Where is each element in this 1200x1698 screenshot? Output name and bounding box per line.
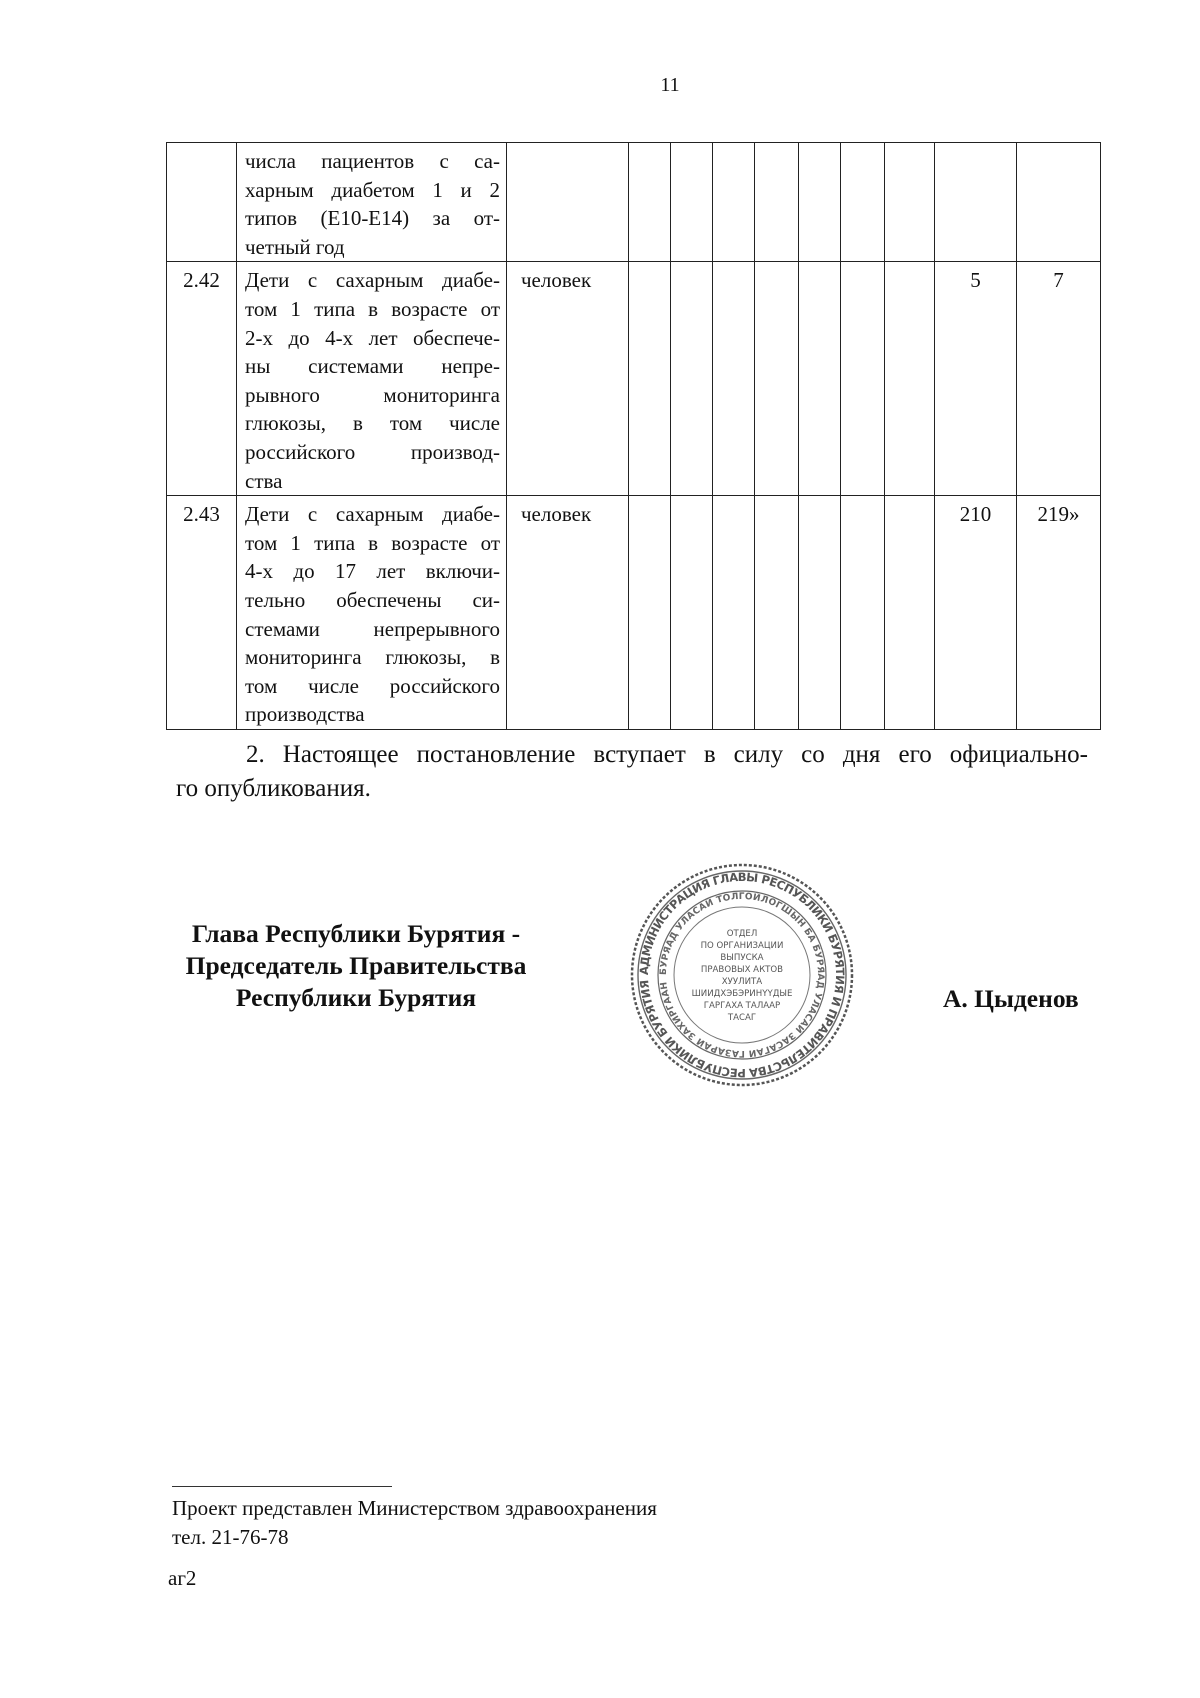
seal-center-line: ХУУЛИТА [721,977,763,987]
empty-year-cell [841,496,885,730]
indicator-name-cell [237,496,507,730]
value-cell: 5 [935,262,1017,496]
indicator-name-line: российского производ- [245,439,500,464]
signatory-title-line: Глава Республики Бурятия - [191,919,521,948]
empty-year-cell [713,262,755,496]
footnote-line: Проект представлен Министерством здравоохранения [172,1496,657,1520]
indicator-name-line: 2-х до 4-х лет обеспече- [245,325,500,350]
effective-date-paragraph [176,738,1088,806]
empty-year-cell [799,143,841,262]
indicator-name-cell [237,262,507,496]
empty-year-cell [885,496,935,730]
table-row [167,496,1101,730]
value-cell [1017,143,1101,262]
indicator-name-line: стемами непрерывного [245,616,500,641]
empty-year-cell [671,496,713,730]
indicator-name-line: типов (Е10-Е14) за от- [245,206,500,231]
indicator-name-line: Дети с сахарным диабе- [245,502,500,527]
empty-year-cell [799,262,841,496]
seal-center-line: ОТДЕЛ [726,929,758,939]
empty-year-cell [885,143,935,262]
unit-cell: человек [507,262,629,496]
empty-year-cell [671,262,713,496]
row-number-cell [167,143,237,262]
seal-inner-text: БУРЯАД УЛАСАЙ ТОЛГОЙЛОГШЫН БА БУРЯАД УЛАСАЙ ЗАСАГАЙ ГАЗАРАЙ ЗАХИРГААН [658,891,826,1059]
indicator-name-cell [237,143,507,262]
indicator-name-line: 4-х до 17 лет включи- [245,559,500,584]
seal-center-line: ТАСАГ [727,1013,757,1023]
footnote-line: тел. 21-76-78 [172,1525,289,1549]
indicator-name-line: рывного мониторинга [245,382,500,407]
document-code: аг2 [168,1566,197,1590]
unit-cell [507,143,629,262]
unit-cell: человек [507,496,629,730]
indicator-name-line: ны системами непре- [245,354,500,379]
indicator-name-line: мониторинга глюкозы, в [245,645,500,670]
footnote-divider [172,1486,392,1487]
seal-center-line: ПО ОРГАНИЗАЦИИ [700,941,784,951]
empty-year-cell [841,262,885,496]
signatory-title-line: Республики Бурятия [235,983,477,1012]
empty-year-cell [713,143,755,262]
signatory-title-line: Председатель Правительства [185,951,527,980]
empty-year-cell [629,262,671,496]
empty-year-cell [671,143,713,262]
indicator-name-line: харным диабетом 1 и 2 [245,177,500,202]
indicators-table [166,142,1101,730]
indicator-name-line: том 1 типа в возрасте от [245,530,500,555]
official-seal-stamp [628,862,856,1088]
seal-center-line: ВЫПУСКА [720,953,764,963]
empty-year-cell [799,496,841,730]
empty-year-cell [841,143,885,262]
paragraph-line: 2. Настоящее постановление вступает в силу со дня его официально- [246,741,1088,768]
empty-year-cell [713,496,755,730]
footnote [172,1494,657,1552]
indicator-name-line: том 1 типа в возрасте от [245,296,500,321]
table-row [167,143,1101,262]
value-cell: 210 [935,496,1017,730]
indicator-name-line: Дети с сахарным диабе- [245,268,500,293]
signatory-title [140,918,572,1014]
empty-year-cell [629,496,671,730]
seal-center-line: ШИИДХЭБЭРИНҮҮДЫЕ [691,989,793,999]
seal-center-line: ПРАВОВЫХ АКТОВ [700,965,784,975]
empty-year-cell [755,143,799,262]
value-cell: 7 [1017,262,1101,496]
indicator-name-line: четный год [245,234,345,259]
row-number-cell: 2.42 [167,262,237,496]
empty-year-cell [755,262,799,496]
seal-center-text [692,929,793,1023]
indicator-name-line: глюкозы, в том числе [245,411,500,436]
empty-year-cell [755,496,799,730]
empty-year-cell [885,262,935,496]
indicator-name-line: производства [245,702,365,727]
seal-outer-text: АДМИНИСТРАЦИЯ ГЛАВЫ РЕСПУБЛИКИ БУРЯТИЯ И ПРАВИТЕЛЬСТВА РЕСПУБЛИКИ БУРЯТИЯ [636,869,848,1081]
row-number-cell: 2.43 [167,496,237,730]
indicator-name-line: том числе российского [245,673,500,698]
indicator-name-line: тельно обеспечены си- [245,587,500,612]
table-row [167,262,1101,496]
seal-middle-ring [658,891,826,1059]
paragraph-line: го опубликования. [176,775,371,802]
page-number: 11 [660,74,680,96]
signatory-name: А. Цыденов [943,984,1079,1013]
value-cell [935,143,1017,262]
empty-year-cell [629,143,671,262]
indicator-name-line: ства [245,468,283,493]
value-cell: 219» [1017,496,1101,730]
seal-center-line: ГАРГАХА ТАЛААР [703,1001,781,1011]
indicator-name-line: числа пациентов с са- [245,149,500,173]
